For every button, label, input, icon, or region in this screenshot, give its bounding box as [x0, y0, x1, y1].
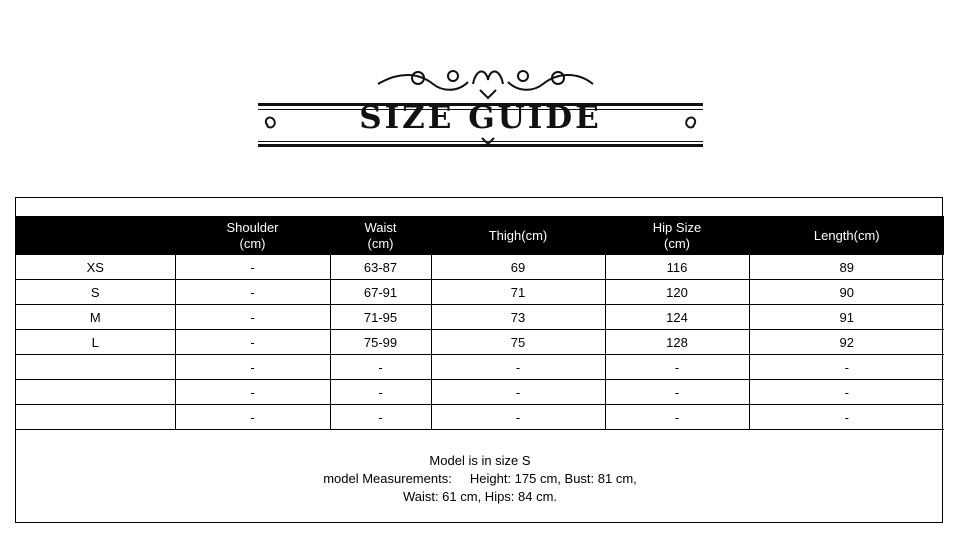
cell-waist: 63-87 [330, 255, 431, 280]
cell-thigh: 75 [431, 330, 605, 355]
cell-length: 91 [749, 305, 944, 330]
header-thigh: Thigh(cm) [431, 217, 605, 255]
cell-shoulder: - [175, 305, 330, 330]
cell-size [16, 355, 175, 380]
cell-shoulder: - [175, 405, 330, 430]
cell-thigh: - [431, 355, 605, 380]
cell-length: - [749, 380, 944, 405]
cell-waist: - [330, 355, 431, 380]
table-row [16, 305, 944, 330]
cell-length: - [749, 405, 944, 430]
cell-length: 92 [749, 330, 944, 355]
header-size [16, 217, 175, 255]
model-measurements-text-2: Waist: 61 cm, Hips: 84 cm. [402, 489, 558, 504]
cell-shoulder: - [175, 255, 330, 280]
cell-shoulder: - [175, 280, 330, 305]
cell-hip: 128 [605, 330, 749, 355]
model-measurements-text: model Measurements: Height: 175 cm, Bust: 81 cm, [323, 471, 637, 486]
model-note [16, 452, 944, 506]
size-guide-banner [258, 62, 703, 152]
cell-waist: 67-91 [330, 280, 431, 305]
cell-size: XS [16, 255, 175, 280]
page-title: SIZE GUIDE [359, 100, 602, 136]
cell-hip: - [605, 405, 749, 430]
cell-length: 89 [749, 255, 944, 280]
cell-waist: - [330, 405, 431, 430]
table-row [16, 355, 944, 380]
cell-hip: - [605, 380, 749, 405]
cell-hip: 124 [605, 305, 749, 330]
cell-size: M [16, 305, 175, 330]
table-header-row [16, 217, 944, 255]
header-shoulder: Shoulder (cm) [175, 217, 330, 255]
cell-thigh: 69 [431, 255, 605, 280]
cell-length: - [749, 355, 944, 380]
cell-shoulder: - [175, 380, 330, 405]
cell-thigh: 71 [431, 280, 605, 305]
cell-thigh: - [431, 405, 605, 430]
size-chart-frame [15, 197, 943, 523]
header-waist: Waist (cm) [330, 217, 431, 255]
table-row [16, 380, 944, 405]
cell-size: L [16, 330, 175, 355]
cell-waist: - [330, 380, 431, 405]
model-size-text: Model is in size S [429, 453, 531, 468]
table-row [16, 255, 944, 280]
cell-shoulder: - [175, 355, 330, 380]
cell-size [16, 380, 175, 405]
table-row [16, 280, 944, 305]
cell-hip: - [605, 355, 749, 380]
cell-length: 90 [749, 280, 944, 305]
cell-hip: 120 [605, 280, 749, 305]
cell-thigh: 73 [431, 305, 605, 330]
size-chart-table [16, 216, 944, 430]
cell-waist: 75-99 [330, 330, 431, 355]
cell-hip: 116 [605, 255, 749, 280]
header-hip-size: Hip Size (cm) [605, 217, 749, 255]
table-row [16, 330, 944, 355]
cell-thigh: - [431, 380, 605, 405]
cell-shoulder: - [175, 330, 330, 355]
cell-size: S [16, 280, 175, 305]
header-length: Length(cm) [749, 217, 944, 255]
cell-waist: 71-95 [330, 305, 431, 330]
table-row [16, 405, 944, 430]
cell-size [16, 405, 175, 430]
